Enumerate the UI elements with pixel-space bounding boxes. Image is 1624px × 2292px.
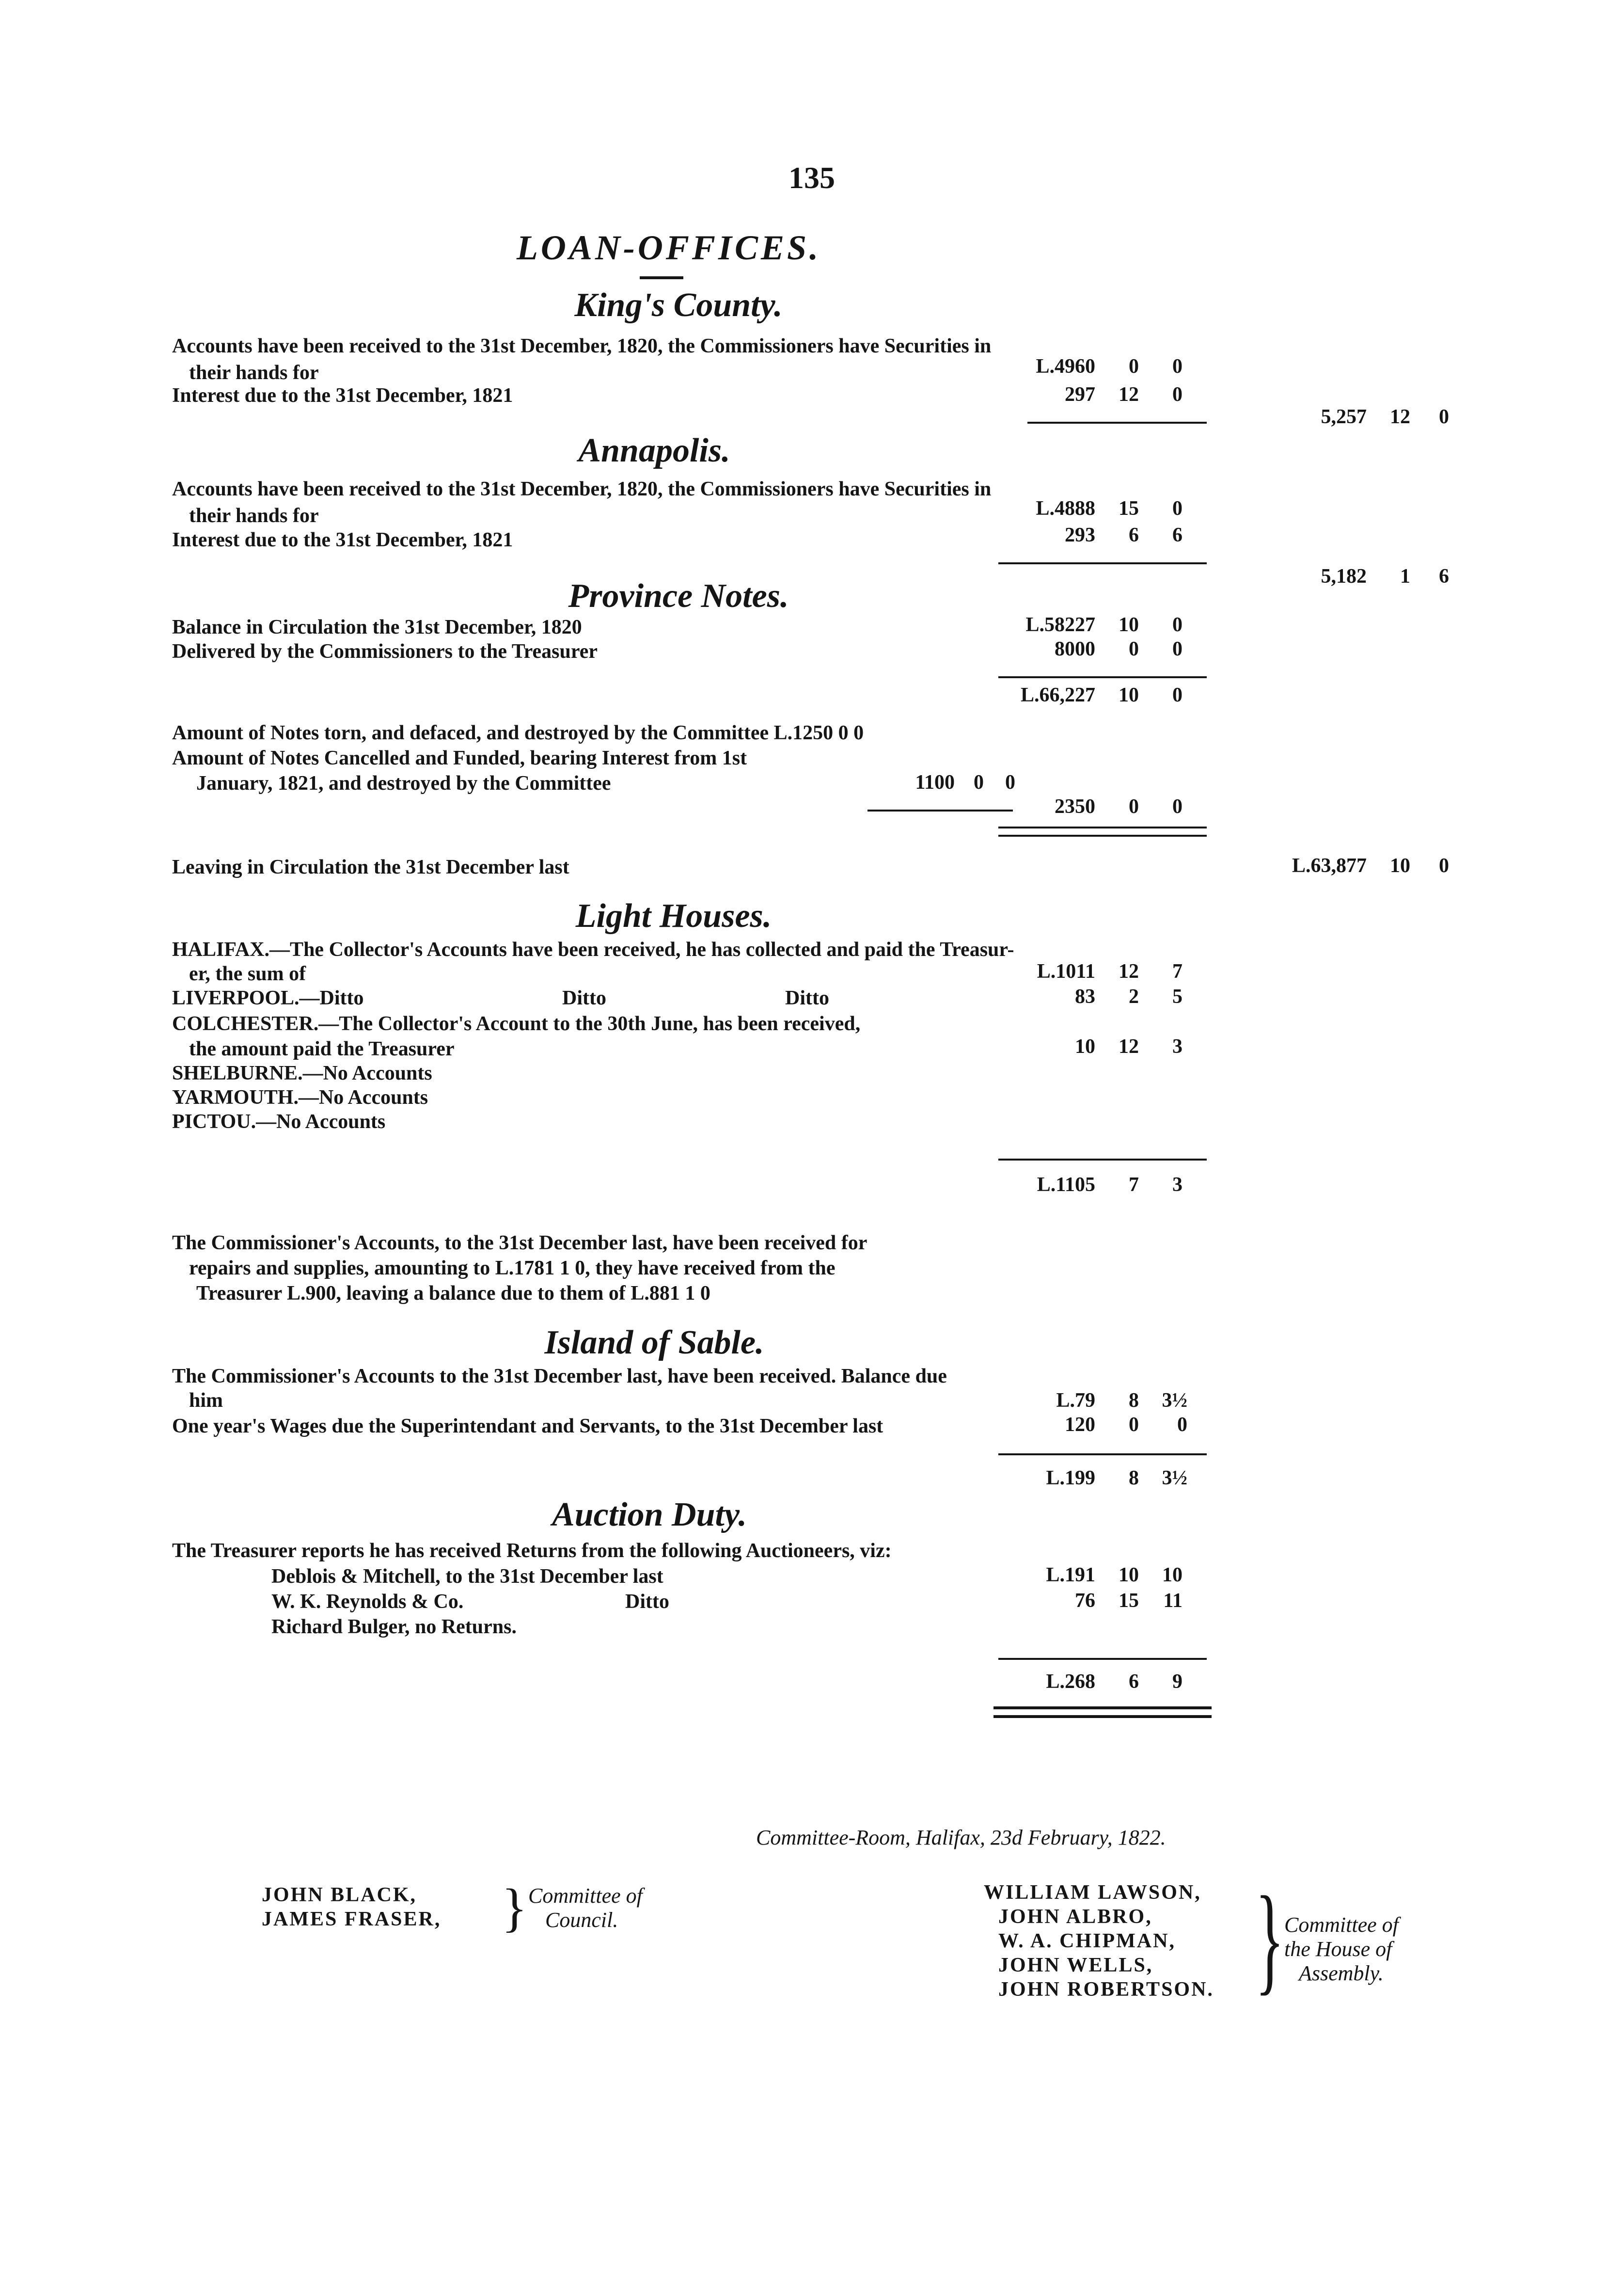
light-paragraph-3: Treasurer L.900, leaving a balance due to them of L.881 1 0 [196,1282,710,1305]
province-sum-rule-3 [998,827,1207,828]
section-heading-kings-county: King's County. [574,286,783,324]
light-line-5: YARMOUTH.—No Accounts [172,1086,428,1109]
province-value-2-pounds: 8000 [1055,638,1095,660]
light-total-pence: 3 [1172,1174,1183,1196]
light-line-6: PICTOU.—No Accounts [172,1111,386,1133]
sable-total-shillings: 8 [1129,1467,1139,1489]
province-sum-rule-4 [998,835,1207,837]
light-paragraph-2: repairs and supplies, amounting to L.1781 1 0, they have received from the [189,1257,836,1279]
light-sum-rule [998,1159,1207,1161]
province-value-1-shillings: 10 [1119,614,1139,636]
light-total-pounds: L.1105 [1037,1174,1095,1196]
auction-sum-rule-3 [993,1715,1212,1718]
sable-value-2-shillings: 0 [1129,1414,1139,1436]
light-value-2-shillings: 2 [1129,986,1139,1008]
light-value-1-pence: 7 [1172,960,1183,983]
kings-value-2-pounds: 297 [1065,383,1095,406]
kings-value-1-pence: 0 [1172,355,1183,378]
province-total-shillings: 10 [1390,855,1410,877]
assembly-member-4: JOHN WELLS, [998,1954,1153,1976]
light-line-1a: HALIFAX.—The Collector's Accounts have been received, he has collected and paid the Treasur- [172,939,1014,961]
assembly-label-2: the House of [1284,1937,1392,1961]
sable-value-1-pence: 3½ [1162,1389,1187,1412]
auction-total-shillings: 6 [1129,1671,1139,1693]
province-value-5-pounds: 2350 [1055,796,1095,818]
assembly-member-1: WILLIAM LAWSON, [984,1881,1201,1904]
light-value-2-pence: 5 [1172,986,1183,1008]
assembly-brace: } [1255,1872,1284,2006]
annapolis-value-1-shillings: 15 [1119,497,1139,520]
council-label-2: Council. [545,1908,618,1932]
kings-total-pounds: 5,257 [1321,406,1367,428]
province-line-1: Balance in Circulation the 31st December, 1820 [172,616,582,638]
annapolis-text-1b: their hands for [189,505,319,527]
assembly-label-1: Committee of [1284,1913,1399,1937]
light-paragraph-1: The Commissioner's Accounts, to the 31st December last, have been received for [172,1232,867,1254]
light-line-4: SHELBURNE.—No Accounts [172,1062,432,1084]
sable-line-1b: him [189,1389,223,1412]
auction-sum-rule-2 [993,1706,1212,1709]
province-value-2-shillings: 0 [1129,638,1139,660]
auction-line-3: W. K. Reynolds & Co. [271,1591,464,1613]
light-value-1-shillings: 12 [1119,960,1139,983]
page-number: 135 [788,160,835,195]
light-value-3-shillings: 12 [1119,1035,1139,1058]
province-sum-rule-1 [998,676,1207,678]
light-value-2-pounds: 83 [1075,986,1095,1008]
auction-value-2-shillings: 10 [1119,1564,1139,1586]
kings-value-2-shillings: 12 [1119,383,1139,406]
light-value-3-pounds: 10 [1075,1035,1095,1058]
auction-line-4: Richard Bulger, no Returns. [271,1616,517,1638]
province-subtotal-pounds: L.66,227 [1020,684,1095,706]
annapolis-value-2-pounds: 293 [1065,524,1095,546]
kings-sum-rule [1027,422,1207,424]
section-heading-island-of-sable: Island of Sable. [544,1324,764,1361]
light-line-2b: Ditto [562,987,606,1009]
auction-sum-rule-1 [998,1658,1207,1660]
annapolis-value-2-shillings: 6 [1129,524,1139,546]
province-value-1-pounds: L.58227 [1025,614,1095,636]
council-member-2: JAMES FRASER, [262,1908,441,1930]
annapolis-value-2-pence: 6 [1172,524,1183,546]
annapolis-sum-rule [998,562,1207,564]
assembly-label-3: Assembly. [1299,1961,1384,1985]
light-value-3-pence: 3 [1172,1035,1183,1058]
sable-total-pounds: L.199 [1046,1467,1095,1489]
section-heading-province-notes: Province Notes. [568,577,789,615]
place-date: Committee-Room, Halifax, 23d February, 1822. [756,1826,1166,1849]
annapolis-total-pounds: 5,182 [1321,565,1367,588]
province-subtotal-shillings: 10 [1119,684,1139,706]
province-value-4-shillings: 0 [974,771,984,794]
light-line-3a: COLCHESTER.—The Collector's Account to the 30th June, has been received, [172,1013,861,1035]
province-value-2-pence: 0 [1172,638,1183,660]
assembly-member-3: W. A. CHIPMAN, [998,1930,1176,1952]
province-value-1-pence: 0 [1172,614,1183,636]
province-value-4-pence: 0 [1005,771,1015,794]
auction-line-2: Deblois & Mitchell, to the 31st December last [271,1565,663,1588]
auction-value-3-pence: 11 [1163,1590,1183,1612]
annapolis-value-1-pence: 0 [1172,497,1183,520]
auction-total-pence: 9 [1172,1671,1183,1693]
council-brace: } [502,1878,527,1937]
assembly-member-5: JOHN ROBERTSON. [998,1978,1214,2001]
sable-line-1a: The Commissioner's Accounts to the 31st December last, have been received. Balance due [172,1365,947,1387]
province-value-5-pence: 0 [1172,796,1183,818]
kings-value-1-shillings: 0 [1129,355,1139,378]
light-total-shillings: 7 [1129,1174,1139,1196]
kings-text-1b: their hands for [189,362,319,384]
title-rule [640,276,683,279]
council-label-1: Committee of [528,1884,643,1908]
sable-value-2-pounds: 120 [1065,1414,1095,1436]
page-title: LOAN-OFFICES. [516,228,821,267]
sable-sum-rule [998,1453,1207,1455]
annapolis-value-1-pounds: L.4888 [1036,497,1095,520]
annapolis-text-1a: Accounts have been received to the 31st December, 1820, the Commissioners have Securities in [172,478,992,500]
annapolis-text-2: Interest due to the 31st December, 1821 [172,529,513,551]
province-line-4a: Amount of Notes Cancelled and Funded, bearing Interest from 1st [172,747,747,769]
kings-value-2-pence: 0 [1172,383,1183,406]
kings-total-shillings: 12 [1390,406,1410,428]
sable-value-2-pence: 0 [1177,1414,1187,1436]
province-line-2: Delivered by the Commissioners to the Treasurer [172,640,598,663]
auction-value-2-pence: 10 [1162,1564,1183,1586]
auction-line-1: The Treasurer reports he has received Returns from the following Auctioneers, viz: [172,1540,892,1562]
section-heading-annapolis: Annapolis. [578,432,730,469]
annapolis-total-shillings: 1 [1400,565,1410,588]
province-value-4-pounds: 1100 [915,771,955,794]
auction-line-3b: Ditto [625,1591,669,1613]
section-heading-light-houses: Light Houses. [575,897,772,935]
sable-line-2: One year's Wages due the Superintendant and Servants, to the 31st December last [172,1415,883,1437]
council-member-1: JOHN BLACK, [262,1884,417,1906]
province-line-4b: January, 1821, and destroyed by the Committee [196,772,611,795]
auction-total-pounds: L.268 [1046,1671,1095,1693]
kings-text-2: Interest due to the 31st December, 1821 [172,384,513,407]
province-line-3: Amount of Notes torn, and defaced, and destroyed by the Committee L.1250 0 0 [172,722,864,744]
light-line-2a: LIVERPOOL.—Ditto [172,987,364,1009]
light-value-1-pounds: L.1011 [1037,960,1095,983]
province-line-6: Leaving in Circulation the 31st December last [172,856,569,878]
section-heading-auction-duty: Auction Duty. [552,1496,747,1533]
light-line-3b: the amount paid the Treasurer [189,1038,455,1060]
sable-value-1-pounds: L.79 [1056,1389,1095,1412]
kings-total-pence: 0 [1439,406,1449,428]
province-subtotal-pence: 0 [1172,684,1183,706]
province-total-pounds: L.63,877 [1292,855,1367,877]
auction-value-3-pounds: 76 [1075,1590,1095,1612]
province-total-pence: 0 [1439,855,1449,877]
annapolis-total-pence: 6 [1439,565,1449,588]
auction-value-2-pounds: L.191 [1046,1564,1095,1586]
light-line-2c: Ditto [785,987,829,1009]
kings-value-1-pounds: L.4960 [1036,355,1095,378]
assembly-member-2: JOHN ALBRO, [998,1906,1152,1928]
light-line-1b: er, the sum of [189,963,306,985]
province-value-5-shillings: 0 [1129,796,1139,818]
auction-value-3-shillings: 15 [1119,1590,1139,1612]
sable-total-pence: 3½ [1162,1467,1187,1489]
kings-text-1a: Accounts have been received to the 31st December, 1820, the Commissioners have Securities in [172,335,992,357]
sable-value-1-shillings: 8 [1129,1389,1139,1412]
